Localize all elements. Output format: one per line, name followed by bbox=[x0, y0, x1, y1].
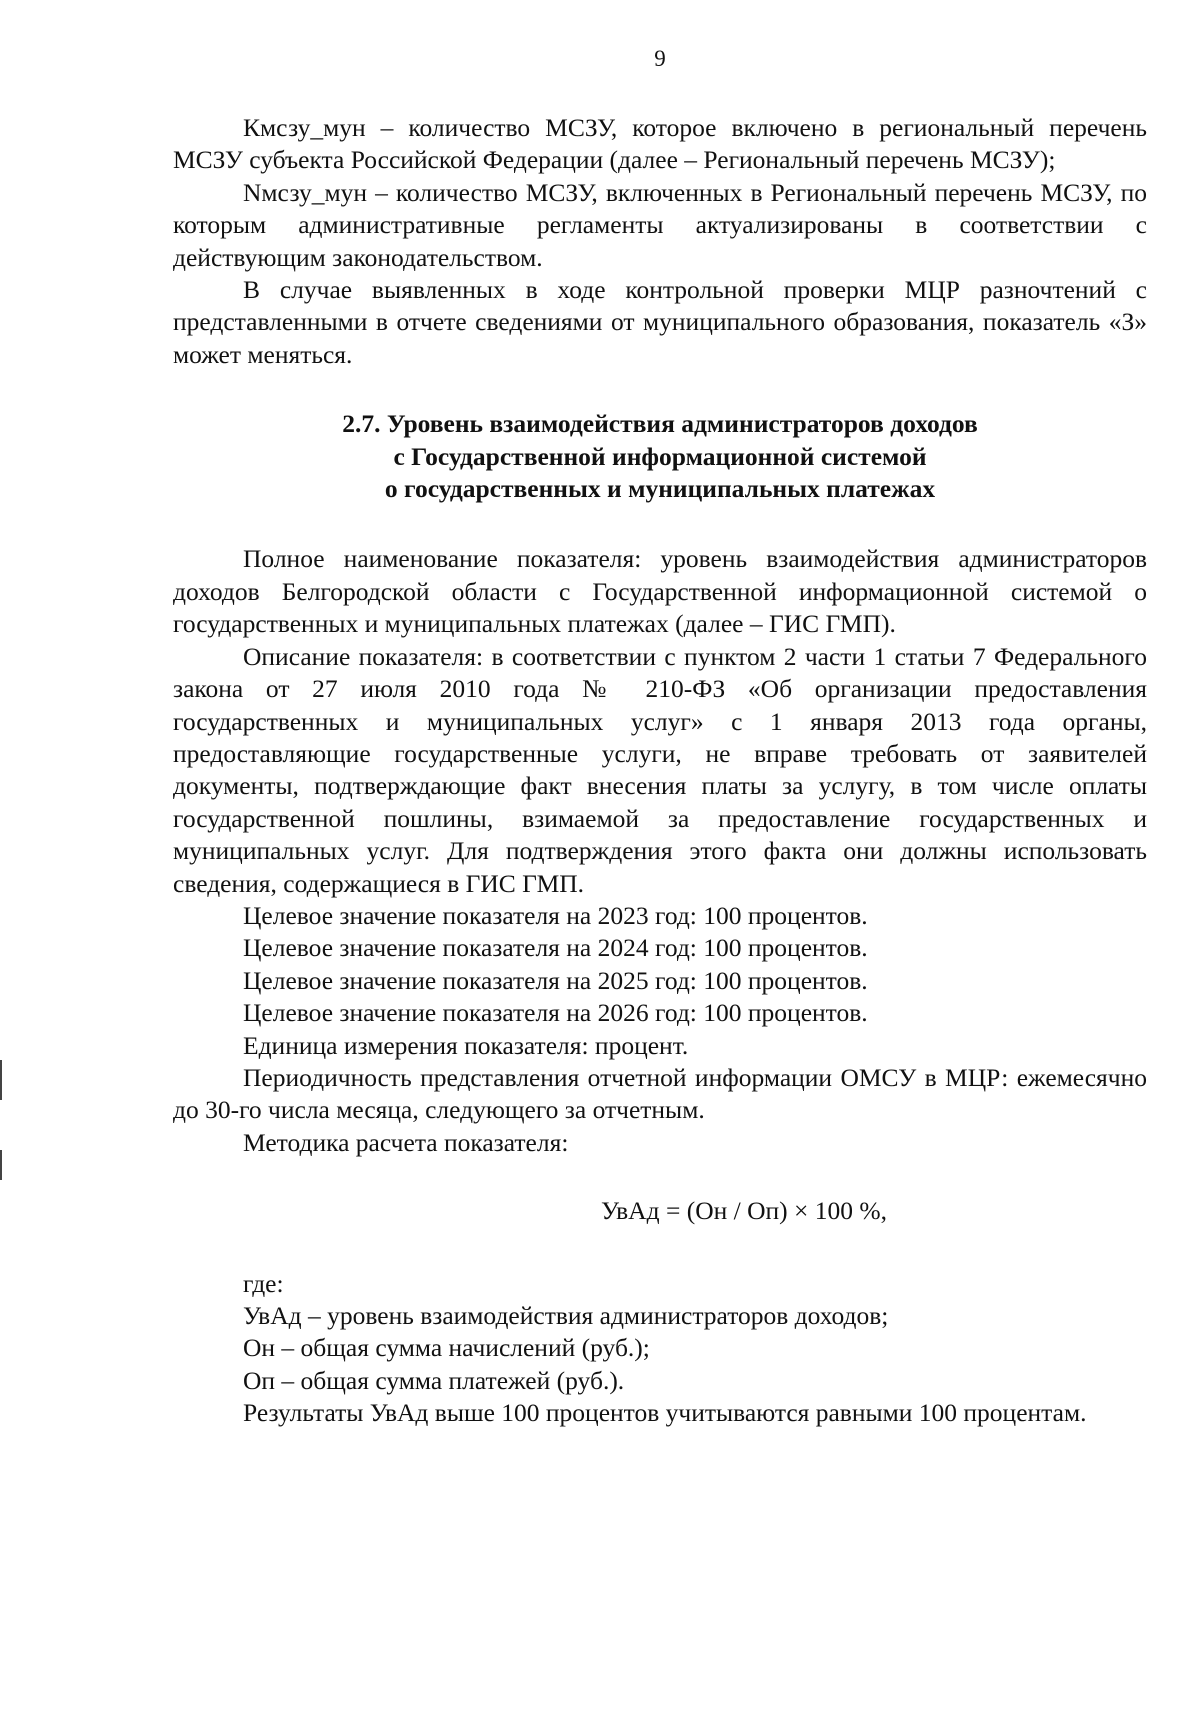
paragraph-target-2023: Целевое значение показателя на 2023 год: 100 процентов. bbox=[243, 900, 868, 930]
scan-edge-mark bbox=[0, 1060, 2, 1100]
paragraph-periodicity: Периодичность представления отчетной информации ОМСУ в МЦР: ежемесячно до 30-го числа месяца, следующего за отчетным. bbox=[173, 1062, 1147, 1125]
formula: УвАд = (Он / Оп) × 100 %, bbox=[600, 1196, 888, 1226]
section-heading bbox=[173, 408, 1147, 505]
paragraph-where: где: bbox=[243, 1268, 284, 1298]
paragraph-full-name: Полное наименование показателя: уровень взаимодействия администраторов доходов Белгородской области с Государственной информационной системой о государственных и муниципальных платежах (далее – ГИС ГМП). bbox=[173, 544, 1147, 639]
paragraph-kmszu: Кмсзу_мун – количество МСЗУ, которое включено в региональный перечень МСЗУ субъекта Российской Федерации (далее – Региональный перечень МСЗУ); bbox=[173, 113, 1147, 175]
definition-on: Он – общая сумма начислений (руб.); bbox=[243, 1333, 650, 1363]
paragraph-discrepancies: В случае выявленных в ходе контрольной проверки МЦР разночтений с представленными в отчете сведениями от муниципального образования, показатель «З» может меняться. bbox=[173, 275, 1147, 369]
paragraph-target-2026: Целевое значение показателя на 2026 год: 100 процентов. bbox=[243, 998, 868, 1028]
page-number: 9 bbox=[654, 46, 666, 71]
paragraph-note: Результаты УвАд выше 100 процентов учитываются равными 100 процентам. bbox=[243, 1398, 1087, 1428]
paragraph-nmszu: Nмсзу_мун – количество МСЗУ, включенных в Региональный перечень МСЗУ, по которым административные регламенты актуализированы в соответствии с действующим законодательством. bbox=[173, 177, 1147, 272]
definition-uvad: УвАд – уровень взаимодействия администраторов доходов; bbox=[243, 1301, 889, 1330]
paragraph-target-2024: Целевое значение показателя на 2024 год: 100 процентов. bbox=[243, 933, 868, 963]
document-body bbox=[173, 112, 1147, 1430]
section-heading-line-1: 2.7. Уровень взаимодействия администраторов доходов bbox=[342, 409, 978, 439]
paragraph-target-2025: Целевое значение показателя на 2025 год: 100 процентов. bbox=[243, 965, 868, 995]
section-heading-line-2: с Государственной информационной системой bbox=[393, 441, 927, 471]
paragraph-description: Описание показателя: в соответствии с пунктом 2 части 1 статьи 7 Федерального закона от 27 июля 2010 года № 210-ФЗ «Об организации предоставления государственных и муниципальных услуг» с 1 января 2013 года органы, предоставляющие государственные услуги, не вправе требовать от заявителей документы, подтверждающие факт внесения платы за услугу, в том числе оплаты государственной пошлины, взимаемой за предоставление государственных и муниципальных услуг. Для подтверждения этого факта они должны использовать сведения, содержащиеся в ГИС ГМП. bbox=[173, 641, 1147, 898]
definition-op: Оп – общая сумма платежей (руб.). bbox=[243, 1365, 625, 1395]
paragraph-method: Методика расчета показателя: bbox=[243, 1127, 569, 1157]
section-heading-line-3: о государственных и муниципальных платежах bbox=[384, 474, 936, 504]
scan-edge-mark bbox=[0, 1150, 2, 1180]
paragraph-unit: Единица измерения показателя: процент. bbox=[243, 1030, 689, 1060]
